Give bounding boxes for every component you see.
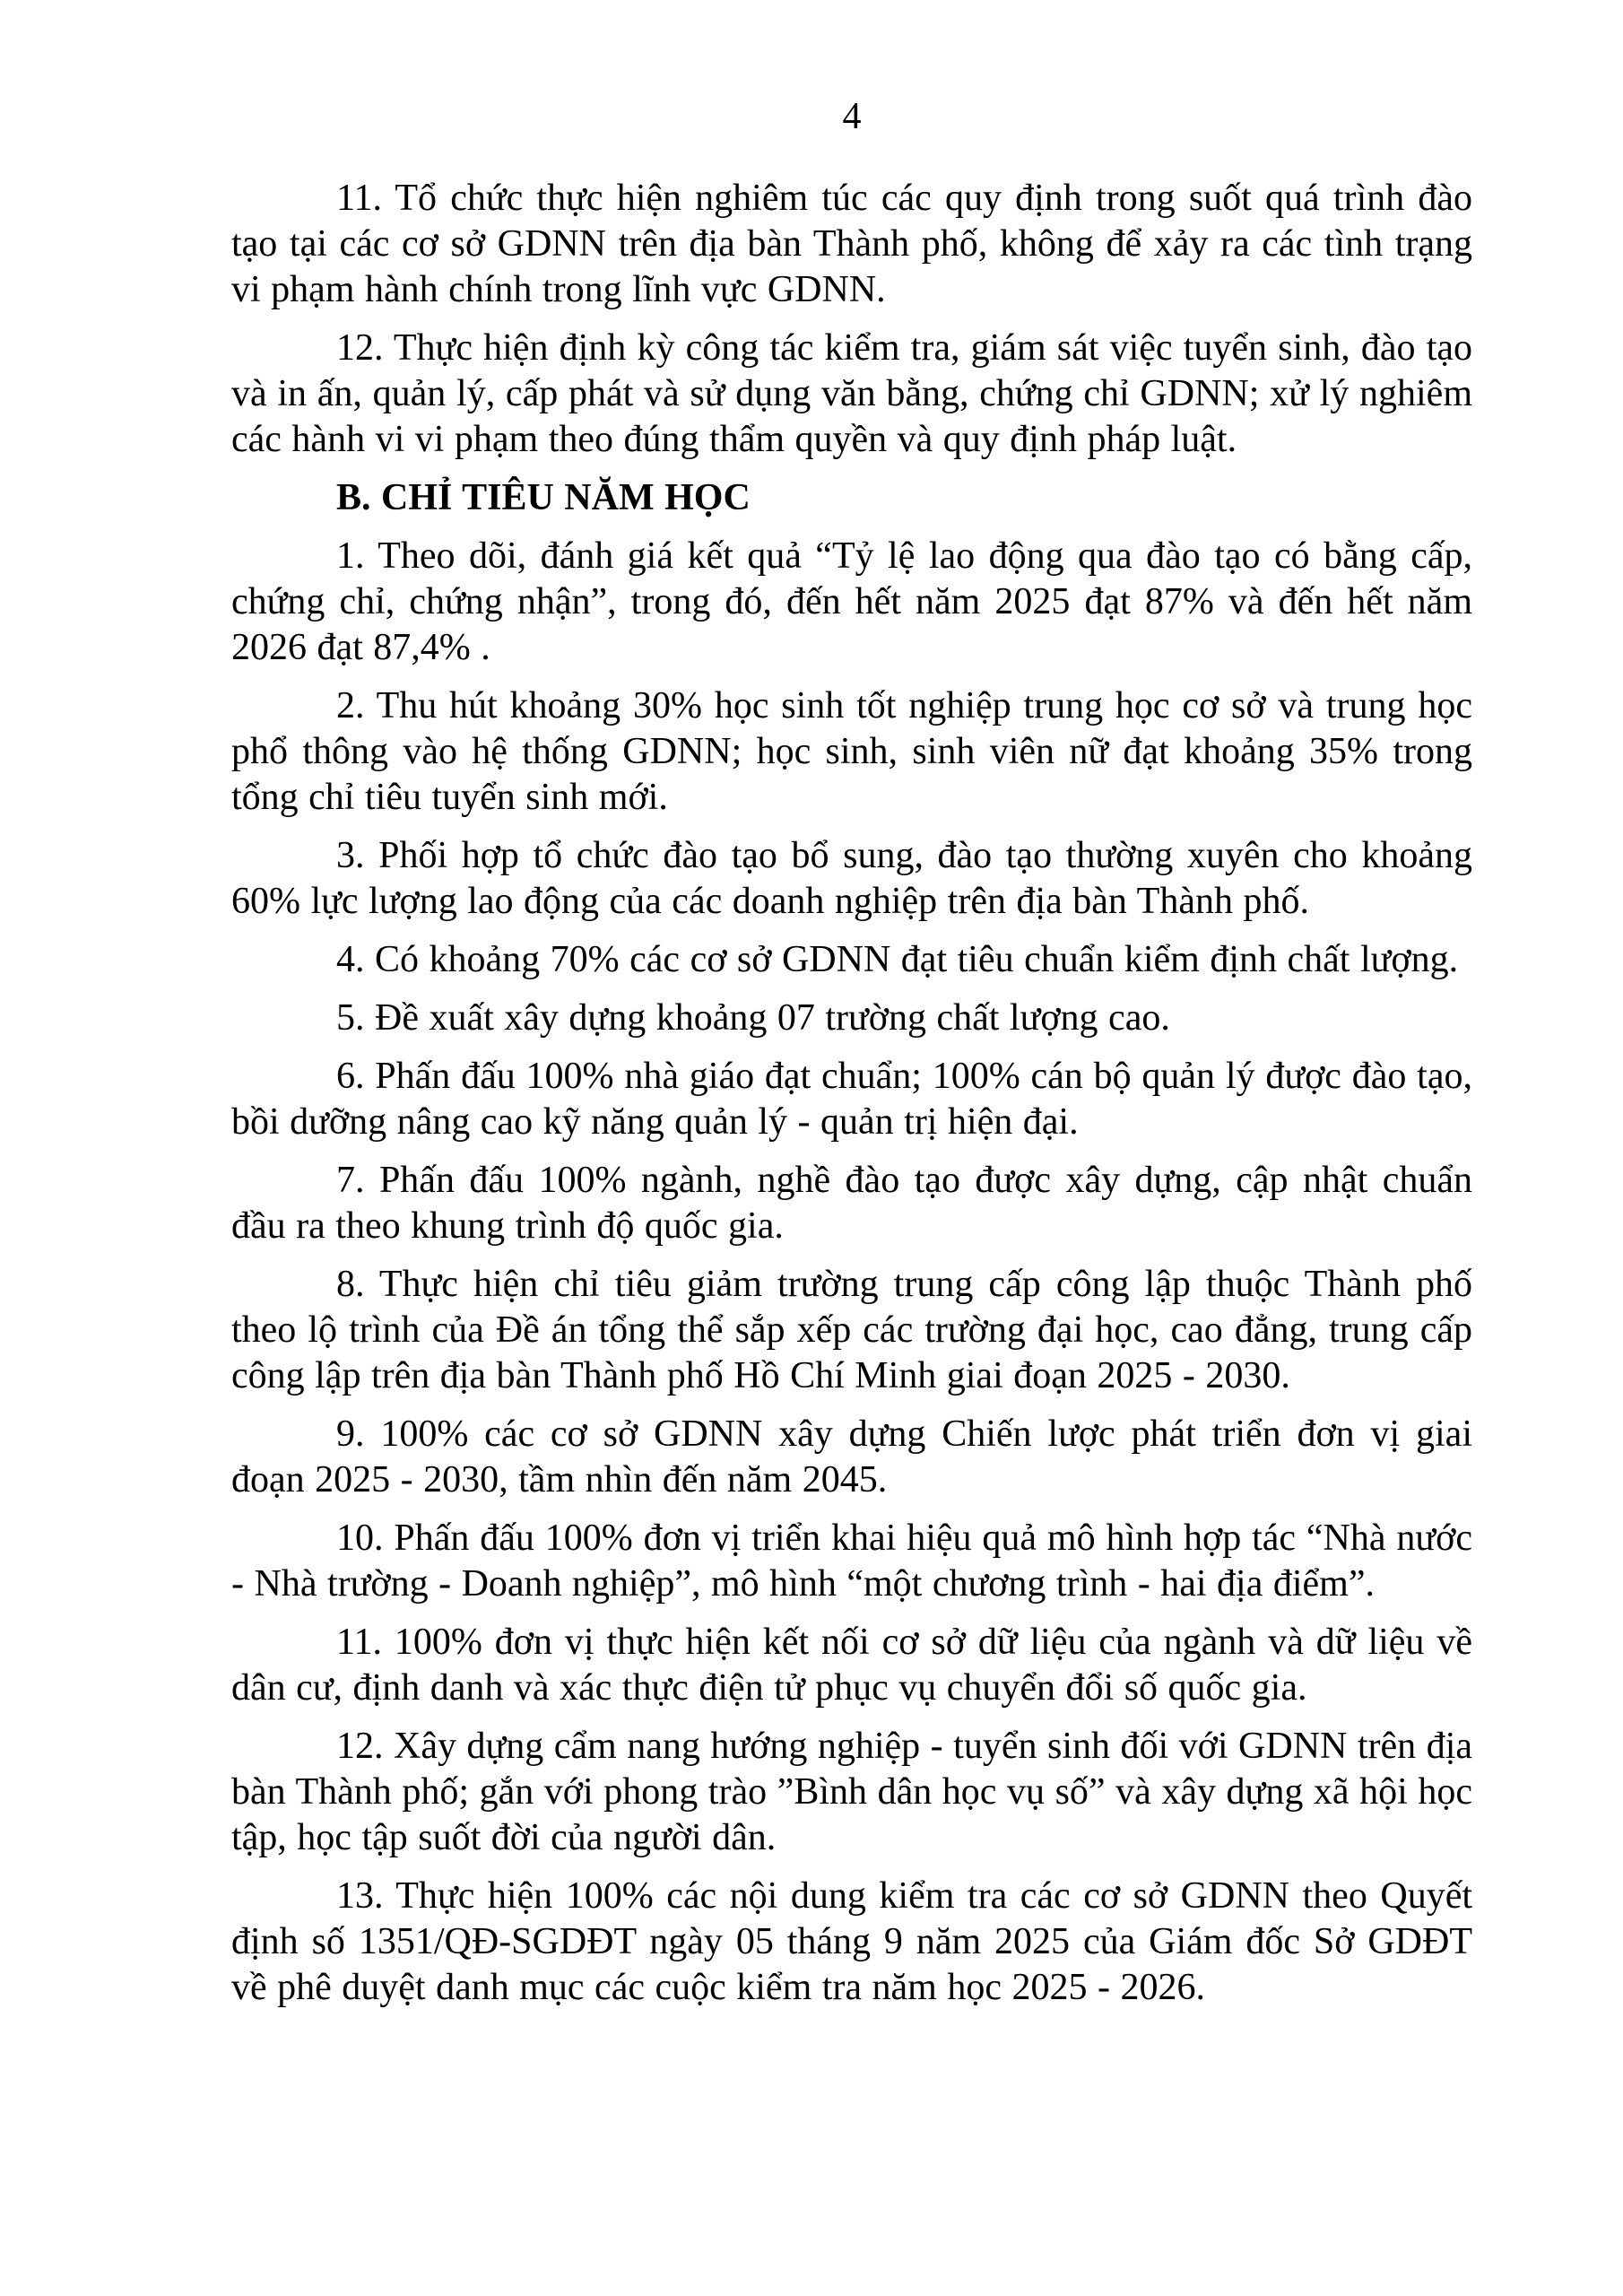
section-b-item-1: 1. Theo dõi, đánh giá kết quả “Tỷ lệ lao động qua đào tạo có bằng cấp, chứng chỉ, chứng nhận”, trong đó, đến hết năm 2025 đạt 87% và đến hết năm 2026 đạt 87,4% .: [231, 535, 1472, 668]
paragraph-a-12: 12. Thực hiện định kỳ công tác kiểm tra, giám sát việc tuyển sinh, đào tạo và in ấn, quản lý, cấp phát và sử dụng văn bằng, chứng chỉ GDNN; xử lý nghiêm các hành vi vi phạm theo đúng thẩm quyền và quy định pháp luật.: [231, 327, 1472, 460]
section-b-item-12: 12. Xây dựng cẩm nang hướng nghiệp - tuyển sinh đối với GDNN trên địa bàn Thành phố; gắn với phong trào ”Bình dân học vụ số” và xây dựng xã hội học tập, học tập suốt đời của người dân.: [231, 1726, 1472, 1858]
section-b-item-3: 3. Phối hợp tổ chức đào tạo bổ sung, đào tạo thường xuyên cho khoảng 60% lực lượng lao động của các doanh nghiệp trên địa bàn Thành phố.: [231, 835, 1472, 922]
section-b-item-5: 5. Đề xuất xây dựng khoảng 07 trường chất lượng cao.: [336, 997, 1170, 1039]
section-b-item-11: 11. 100% đơn vị thực hiện kết nối cơ sở dữ liệu của ngành và dữ liệu về dân cư, định danh và xác thực điện tử phục vụ chuyển đổi số quốc gia.: [231, 1622, 1472, 1709]
section-b-item-13: 13. Thực hiện 100% các nội dung kiểm tra các cơ sở GDNN theo Quyết định số 1351/QĐ-SGDĐT ngày 05 tháng 9 năm 2025 của Giám đốc Sở GDĐT về phê duyệt danh mục các cuộc kiểm tra năm học 2025 - 2026.: [231, 1875, 1472, 2008]
section-b-heading: B. CHỈ TIÊU NĂM HỌC: [336, 477, 751, 518]
section-b-item-2: 2. Thu hút khoảng 30% học sinh tốt nghiệp trung học cơ sở và trung học phổ thông vào hệ thống GDNN; học sinh, sinh viên nữ đạt khoảng 35% trong tổng chỉ tiêu tuyển sinh mới.: [231, 685, 1472, 818]
section-b-item-8: 8. Thực hiện chỉ tiêu giảm trường trung cấp công lập thuộc Thành phố theo lộ trình của Đề án tổng thể sắp xếp các trường đại học, cao đẳng, trung cấp công lập trên địa bàn Thành phố Hồ Chí Minh giai đoạn 2025 - 2030.: [231, 1264, 1472, 1396]
page-number: 4: [842, 96, 862, 137]
section-b-item-10: 10. Phấn đấu 100% đơn vị triển khai hiệu quả mô hình hợp tác “Nhà nước - Nhà trường - Doanh nghiệp”, mô hình “một chương trình - hai địa điểm”.: [231, 1518, 1472, 1605]
section-b-item-9: 9. 100% các cơ sở GDNN xây dựng Chiến lược phát triển đơn vị giai đoạn 2025 - 2030, tầm nhìn đến năm 2045.: [231, 1413, 1472, 1500]
text-column: [231, 94, 1472, 2023]
section-b-item-6: 6. Phấn đấu 100% nhà giáo đạt chuẩn; 100% cán bộ quản lý được đào tạo, bồi dưỡng nâng cao kỹ năng quản lý - quản trị hiện đại.: [231, 1056, 1472, 1143]
section-b-item-4: 4. Có khoảng 70% các cơ sở GDNN đạt tiêu chuẩn kiểm định chất lượng.: [336, 939, 1459, 980]
paragraph-a-11: 11. Tổ chức thực hiện nghiêm túc các quy định trong suốt quá trình đào tạo tại các cơ sở GDNN trên địa bàn Thành phố, không để xảy ra các tình trạng vi phạm hành chính trong lĩnh vực GDNN.: [231, 178, 1472, 310]
section-b-item-7: 7. Phấn đấu 100% ngành, nghề đào tạo được xây dựng, cập nhật chuẩn đầu ra theo khung trình độ quốc gia.: [231, 1160, 1472, 1247]
